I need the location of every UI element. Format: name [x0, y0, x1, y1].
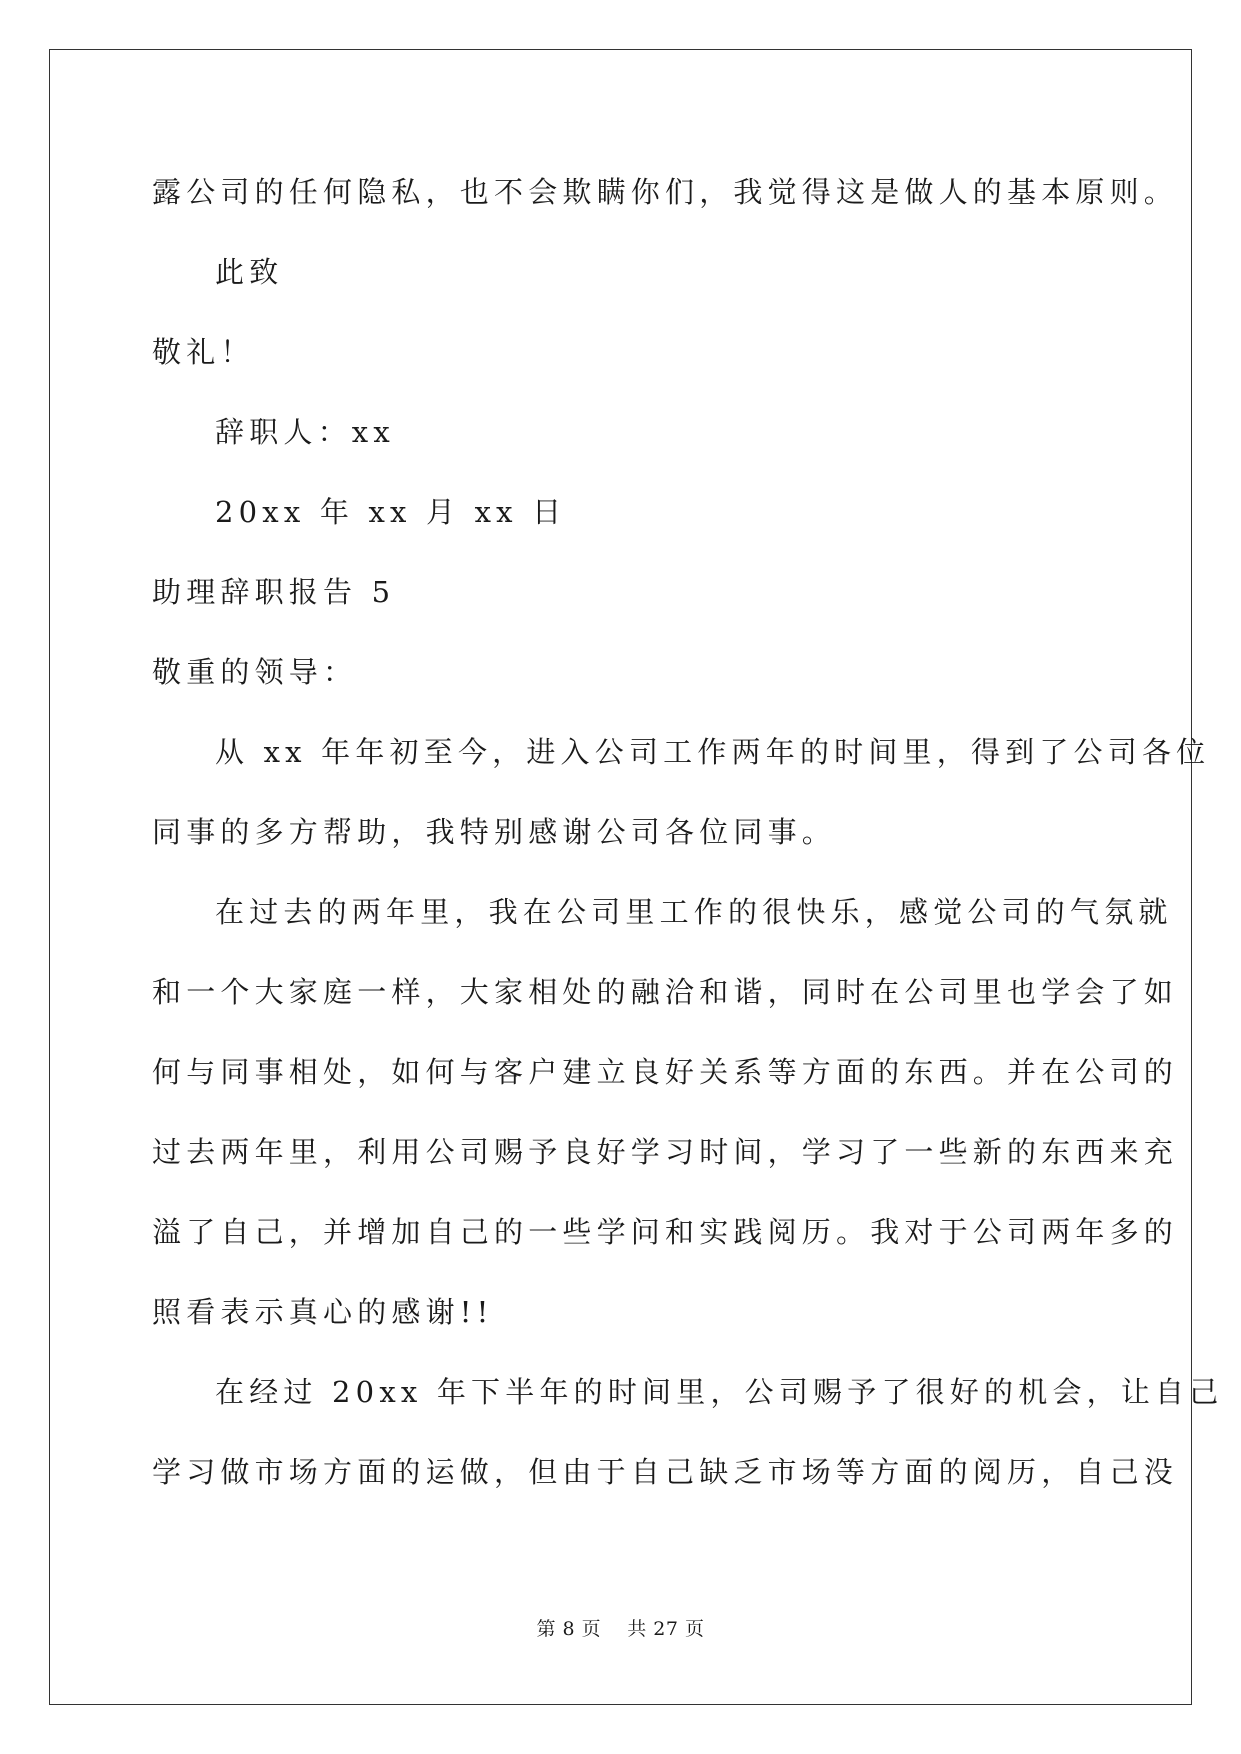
paragraph-2-line-1: 在过去的两年里，我在公司里工作的很快乐，感觉公司的气氛就: [215, 895, 1173, 929]
greeting-line: 敬重的领导：: [152, 655, 358, 689]
paragraph-2-line-2: 和一个大家庭一样，大家相处的融洽和谐，同时在公司里也学会了如: [152, 975, 1179, 1009]
signature-line: 辞职人：xx: [215, 415, 395, 449]
paragraph-1-line-2: 同事的多方帮助，我特别感谢公司各位同事。: [152, 815, 837, 849]
page-number: 第 8 页 共 27 页: [536, 1618, 705, 1640]
section-heading: 助理辞职报告 5: [152, 575, 396, 609]
paragraph-2-line-4: 过去两年里，利用公司赐予良好学习时间，学习了一些新的东西来充: [152, 1135, 1179, 1169]
closing-salutation: 此致: [215, 255, 284, 289]
text-line-1: 露公司的任何隐私，也不会欺瞒你们，我觉得这是做人的基本原则。: [152, 175, 1179, 209]
paragraph-3-line-2: 学习做市场方面的运做，但由于自己缺乏市场等方面的阅历，自己没: [152, 1455, 1179, 1489]
date-line: 20xx 年 xx 月 xx 日: [215, 495, 567, 529]
paragraph-2-line-6: 照看表示真心的感谢!!: [152, 1295, 494, 1329]
closing-respect: 敬礼！: [152, 335, 255, 369]
paragraph-2-line-3: 何与同事相处，如何与客户建立良好关系等方面的东西。并在公司的: [152, 1055, 1179, 1089]
paragraph-3-line-1: 在经过 20xx 年下半年的时间里，公司赐予了很好的机会，让自己: [215, 1375, 1224, 1409]
paragraph-2-line-5: 溢了自己，并增加自己的一些学问和实践阅历。我对于公司两年多的: [152, 1215, 1179, 1249]
paragraph-1-line-1: 从 xx 年年初至今，进入公司工作两年的时间里，得到了公司各位: [215, 735, 1211, 769]
